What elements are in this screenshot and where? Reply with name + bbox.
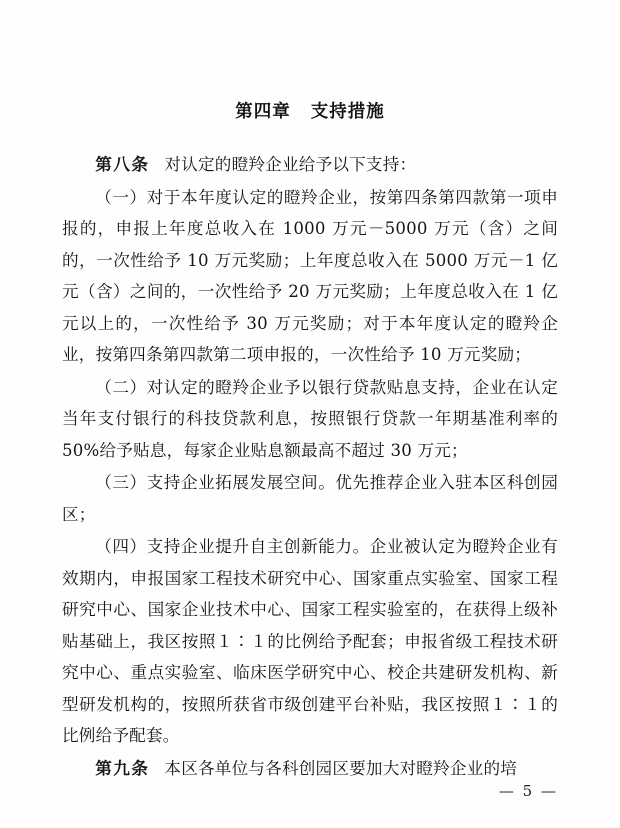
- paragraph-item-2: （二）对认定的瞪羚企业予以银行贷款贴息支持，企业在认定当年支付银行的科技贷款利息，按照银行贷款一年期基准利率的 50%给予贴息，每家企业贴息额最高不超过 30 万元；: [62, 377, 558, 460]
- paragraph-article-9: [62, 753, 558, 785]
- paragraph-item-4: （四）支持企业提升自主创新能力。企业被认定为瞪羚企业有效期内，申报国家工程技术研究中心、国家重点实验室、国家工程研究中心、国家企业技术中心、国家工程实验室的，在获得上级补贴基础上，我区按照１∶１的比例给予配套；申报省级工程技术研究中心、重点实验室、临床医学研究中心、校企共建研发机构、新型研发机构的，按照所获省市级创建平台补贴，我区按照１∶１的比例给予配套。: [62, 537, 558, 745]
- page-number: — 5 —: [498, 782, 558, 800]
- article-body-8: 对认定的瞪羚企业给予以下支持：: [164, 155, 417, 174]
- article-body-9: 本区各单位与各科创园区要加大对瞪羚企业的培: [164, 758, 518, 778]
- paragraph-item-1: （一）对于本年度认定的瞪羚企业，按第四条第四款第一项申报的，申报上年度总收入在 1000 万元－5000 万元（含）之间的，一次性给予 10 万元奖励；上年度总收入在 5000 万元－1 亿元（含）之间的，一次性给予 20 万元奖励；上年度总收入在 1 亿元以上的，一次性给予 30 万元奖励；对于本年度认定的瞪羚企业，按第四条第四款第二项申报的，一次性给予 10 万元奖励；: [62, 187, 558, 364]
- paragraph-article-8: [62, 149, 558, 181]
- article-head-8: 第八条: [95, 154, 150, 174]
- chapter-name: 支持措施: [310, 102, 385, 122]
- paragraph-item-3: （三）支持企业拓展发展空间。优先推荐企业入驻本区科创园区；: [62, 473, 558, 524]
- article-head-9: 第九条: [95, 757, 150, 778]
- chapter-title: [62, 98, 558, 123]
- chapter-number: 第四章: [235, 102, 291, 122]
